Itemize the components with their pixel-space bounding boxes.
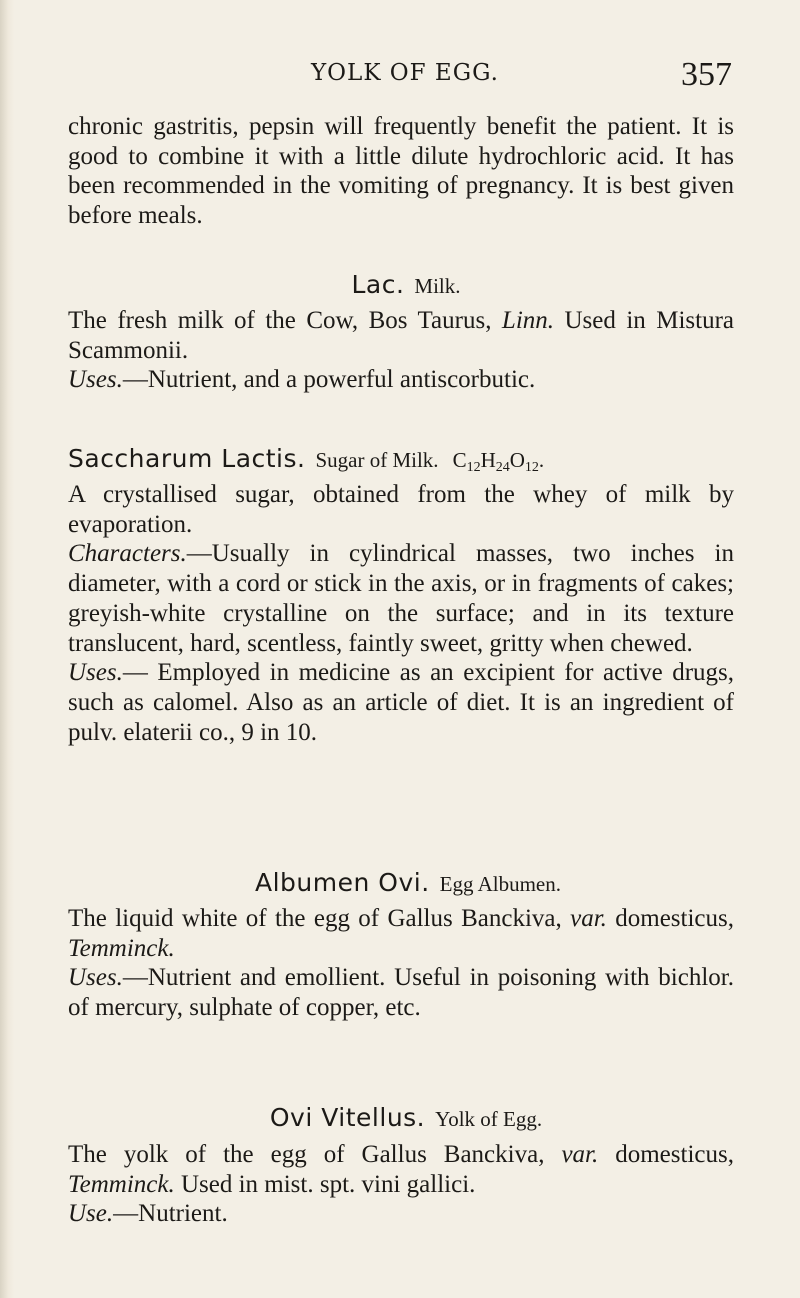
lac-title: Lac. (351, 270, 405, 299)
vitellus-var: var. (561, 1141, 599, 1168)
albumen-uses (68, 963, 734, 1022)
characters-text: —Usually in cylindrical masses, two inches in diameter, with a cord or stick in the axis, or in fragments of cakes; greyish-white crystalline on the surface; and in its texture translucent, hard, scentless, faintly sweet, gritty when chewed. (68, 540, 734, 657)
lac-uses-label: Uses. (68, 366, 123, 394)
lac-desc-text-2: Used in Mistura Scammonii. (68, 307, 734, 364)
page-number: 357 (681, 56, 732, 93)
vitellus-use (68, 1199, 734, 1229)
saccharum-section (68, 480, 734, 747)
saccharum-description: A crystallised sugar, obtained from the whey of milk by evaporation. (68, 481, 734, 538)
lac-authority: Linn. (501, 307, 555, 334)
vitellus-use-label: Use. (68, 1200, 114, 1228)
vitellus-description (68, 1140, 734, 1199)
saccharum-uses-label: Uses. (68, 659, 123, 687)
albumen-authority: Temminck. (68, 934, 175, 962)
lac-uses-text: —Nutrient, and a powerful antiscorbutic. (122, 366, 536, 394)
albumen-heading (0, 868, 800, 897)
vitellus-section (68, 1140, 734, 1229)
vitellus-authority: Temminck. (68, 1170, 175, 1198)
lac-section (68, 306, 734, 395)
vitellus-title: Ovi Vitellus. (269, 1103, 426, 1132)
albumen-uses-label: Uses. (68, 964, 123, 992)
vitellus-desc-text: The yolk of the egg of Gallus Banckiva, (68, 1141, 562, 1168)
saccharum-formula: $C_{12}H_{24}O_{12}$. (452, 448, 545, 475)
albumen-uses-text: —Nutrient and emollient. Useful in poisoning with bichlor. of mercury, sulphate of copper, etc. (68, 964, 734, 1022)
albumen-section (68, 904, 734, 1023)
vitellus-heading (0, 1103, 800, 1132)
albumen-var: var. (570, 905, 607, 932)
albumen-desc-text-2: domesticus, (606, 905, 734, 932)
saccharum-characters (68, 539, 734, 658)
saccharum-uses-text: — Employed in medicine as an excipient for active drugs, such as calomel. Also as an article of diet. It is an ingredient of pulv. elaterii co., 9 in 10. (68, 659, 734, 746)
running-title: YOLK OF EGG. (311, 60, 499, 86)
characters-label: Characters. (68, 540, 187, 568)
albumen-desc-text: The liquid white of the egg of Gallus Banckiva, (68, 905, 571, 932)
running-head (0, 56, 800, 100)
saccharum-subtitle: Sugar of Milk. (315, 448, 439, 472)
lac-heading (0, 270, 800, 299)
albumen-subtitle: Egg Albumen. (439, 872, 561, 896)
opening-paragraph (68, 112, 734, 231)
opening-text: chronic gastritis, pepsin will frequently benefit the patient. It is good to combine it with a little dilute hydrochloric acid. It has been recommended in the vomiting of pregnancy. It is best given before meals. (68, 113, 734, 230)
vitellus-subtitle: Yolk of Egg. (435, 1107, 543, 1131)
vitellus-use-text: —Nutrient. (113, 1200, 228, 1228)
vitellus-desc-text-2: domesticus, (598, 1141, 734, 1168)
lac-description (68, 306, 734, 365)
albumen-description (68, 904, 734, 963)
saccharum-uses (68, 658, 734, 747)
lac-desc-text: The fresh milk of the Cow, Bos Taurus, (68, 307, 502, 334)
lac-subtitle: Milk. (414, 274, 461, 298)
albumen-title: Albumen Ovi. (255, 868, 430, 897)
saccharum-title: Saccharum Lactis. (68, 444, 306, 473)
vitellus-desc-text-3: Used in mist. spt. vini gallici. (174, 1170, 476, 1198)
saccharum-heading (68, 444, 768, 473)
lac-uses (68, 365, 734, 395)
